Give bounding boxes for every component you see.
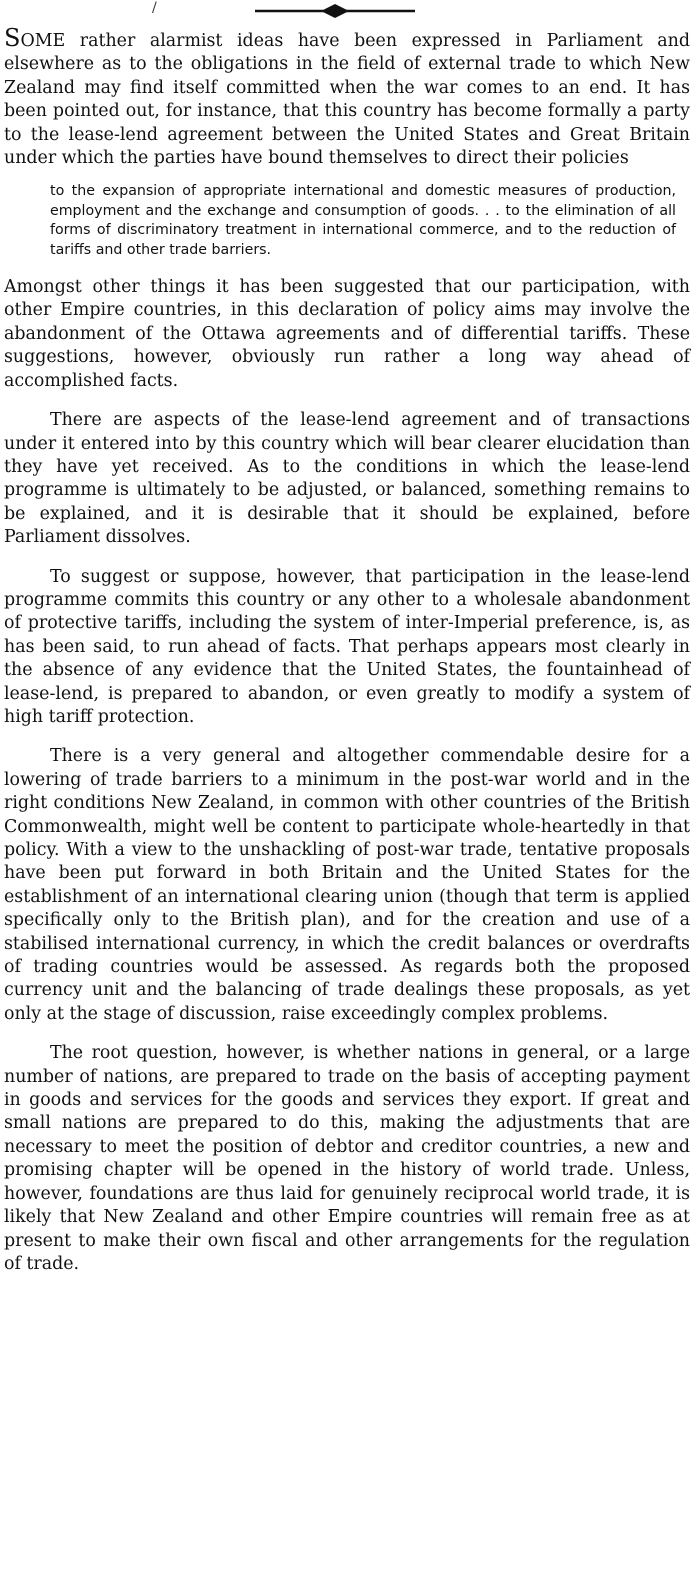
paragraph-gap: [4, 550, 690, 566]
block-quotation: to the expansion of appropriate international and domestic measures of production, employment and the exchange and consumption of goods. . . to the elimination of all forms of discriminatory treatment in international commerce, and to the reduction of tariffs and other trade barriers.: [50, 183, 676, 258]
paragraph-gap: [4, 729, 690, 745]
paragraph-6: The root question, however, is whether nations in general, or a large number of nations, are prepared to trade on the basis of accepting payment in goods and services for the goods and services they export. If great and small nations are prepared to do this, making the adjustments that are necessary to meet the position of debtor and creditor countries, a new and promising chapter will be opened in the history of world trade. Unless, however, foundations are thus laid for genuinely reciprocal world trade, it is likely that New Zealand and other Empire countries will remain free as at present to make their own fiscal and other arrangements for the regulation of trade.: [4, 1043, 690, 1274]
paragraph-gap: [4, 393, 690, 409]
paragraph-5: There is a very general and altogether commendable desire for a lowering of trade barriers to a minimum in the post-war world and in the right conditions New Zealand, in common with other countries of the British Commonwealth, might well be content to participate whole-heartedly in that policy. With a view to the unshackling of post-war trade, tentative proposals have been put forward in both Britain and the United States for the establishment of an international clearing union (though that term is applied specifically only to the British plan), and for the creation and use of a stabilised international currency, in which the credit balances or overdrafts of trading countries would be assessed. As regards both the proposed currency unit and the balancing of trade dealings these proposals, as yet only at the stage of discussion, raise exceedingly complex problems.: [4, 746, 690, 1024]
paragraph-1-text: OME rather alarmist ideas have been expressed in Parliament and elsewhere as to the obligations in the field of external trade to which New Zealand may find itself committed when the war comes to an end. It has been pointed out, for instance, that this country has become formally a party to the lease-lend agreement between the United States and Great Britain under which the parties have bound themselves to direct their policies: [4, 31, 690, 169]
paragraph-4: To suggest or suppose, however, that participation in the lease-lend programme commits this country or any other to a wholesale abandonment of protective tariffs, including the system of inter-Imperial preference, is, as has been said, to run ahead of facts. That perhaps appears most clearly in the absence of any evidence that the United States, the fountainhead of lease-lend, is prepared to abandon, or even greatly to modify a system of high tariff protection.: [4, 566, 690, 727]
paragraph-1: [4, 24, 690, 170]
paragraph-3: There are aspects of the lease-lend agreement and of transactions under it entered into by this country which will bear clearer elucidation than they have yet received. As to the conditions in which the lease-lend programme is ultimately to be adjusted, or balanced, something remains to be explained, and it is desirable that it should be explained, before Parliament dissolves.: [4, 410, 690, 548]
initial-letter: S: [4, 24, 21, 52]
paragraph-gap: [4, 1026, 690, 1042]
ornamental-rule-icon: [255, 2, 415, 20]
editorial-article: [4, 24, 690, 1276]
paragraph-2: Amongst other things it has been suggested that our participation, with other Empire countries, in this declaration of policy aims may involve the abandonment of the Ottawa agreements and of differential tariffs. These suggestions, however, obviously run rather a long way ahead of accomplished facts.: [4, 277, 690, 391]
print-mark: /: [152, 0, 157, 16]
